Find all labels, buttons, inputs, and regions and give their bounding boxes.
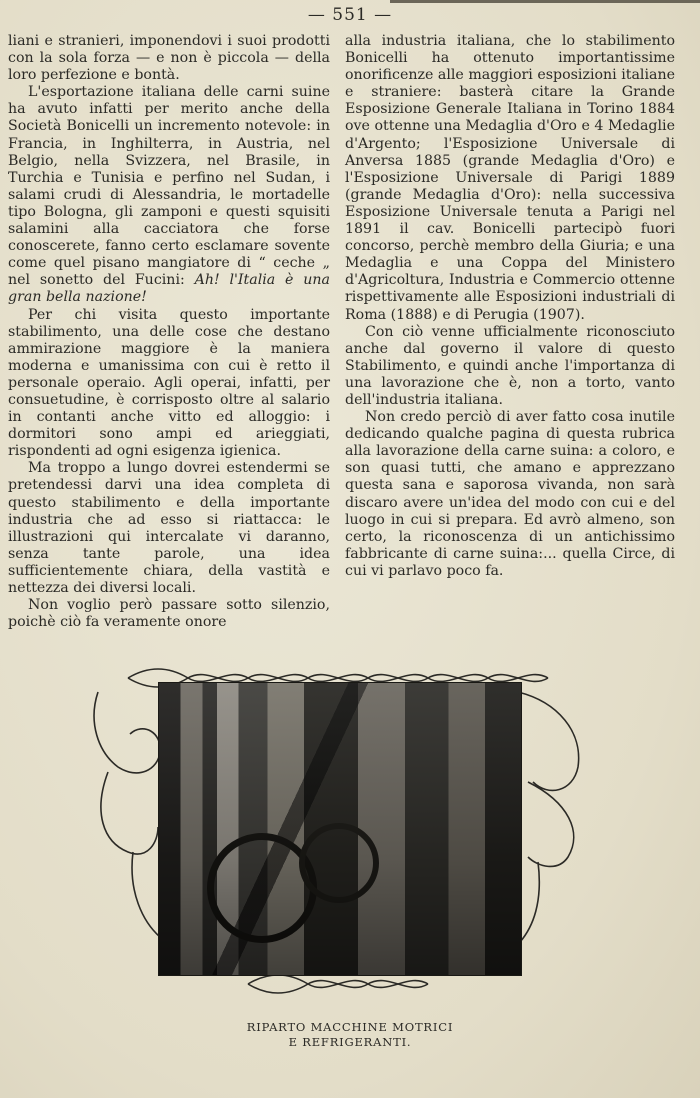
paragraph: alla industria italiana, che lo stabilimento Bonicelli ha ottenuto importantissime onorificenze alle maggiori esposizioni italiane e straniere: basterà citare la Grande Esposizione Generale Italiana in Torino 1884 ove ottenne una Medaglia d'Oro e 4 Medaglie d'Argento; l'Esposizione Universale di Anversa 1885 (grande Medaglia d'Oro) e l'Esposizione Universale di Parigi 1889 (grande Medaglia d'Oro): nella successiva Esposizione Universale tenuta a Parigi nel 1891 il cav. Bonicelli partecipò fuori concorso, perchè membro della Giuria; e una Medaglia e una Coppa del Ministero d'Agricoltura, Industria e Commercio ottenne rispettivamente alle Esposizioni industriali di Roma (1888) e di Perugia (1907). [345, 33, 675, 323]
paragraph: Non voglio però passare sotto silenzio, poichè ciò fa veramente onore [8, 597, 330, 631]
figure-caption-line1: RIPARTO MACCHINE MOTRICI [246, 1020, 454, 1034]
top-rule [390, 0, 700, 3]
paragraph-text: L'esportazione italiana delle carni suine ha avuto infatti per merito anche della Società Bonicelli un incremento notevole: in Francia, in Inghilterra, in Austria, nel Belgio, nella Svizzera, nel Brasile, in Turchia e Tunisia e perfino nel Sudan, i salami crudi di Alessandria, le mortadelle tipo Bologna, gli zamponi e questi squisiti salamini alla cacciatora che forse conoscerete, fanno certo esclamare sovente come quel pisano mangiatore di “ ceche „ nel sonetto del Fucini: [8, 84, 330, 289]
factory-machinery-photo [158, 682, 522, 976]
paragraph: liani e stranieri, imponendovi i suoi prodotti con la sola forza — e non è piccola — della loro perfezione e bontà. [8, 33, 330, 84]
quote-italic: Ah! l'Italia è una gran bella nazione! [8, 272, 330, 306]
figure-caption-line2: E REFRIGERANTI. [288, 1035, 412, 1049]
illustration [88, 662, 590, 1012]
paragraph: Con ciò venne ufficialmente riconosciuto anche dal governo il valore di questo Stabilimento, e quindi anche l'importanza di una lavorazione che è, non a torto, vanto dell'industria italiana. [345, 323, 675, 408]
right-column [345, 33, 675, 580]
photo-shading [159, 683, 521, 975]
paragraph: Per chi visita questo importante stabilimento, una delle cose che destano ammirazione maggiore è la maniera moderna e umanissima con cui è retto il personale operaio. Agli operai, infatti, per consuetudine, è corrisposto oltre al salario in contanti anche vitto ed alloggio: i dormitori sono ampi ed arieggiati, rispondenti ad ogni esigenza igienica. [8, 306, 330, 460]
paragraph: Non credo perciò di aver fatto cosa inutile dedicando qualche pagina di questa rubrica alla lavorazione della carne suina: a coloro, e son quasi tutti, che amano e apprezzano questa sana e saporosa vivanda, non sarà discaro avere un'idea del modo con cui e del luogo in cui si prepara. Ed avrò almeno, son certo, la riconoscenza di un antichissimo fabbricante di carne suina:... quella Circe, di cui vi parlavo poco fa. [345, 409, 675, 579]
left-column [8, 33, 330, 631]
paragraph: Ma troppo a lungo dovrei estendermi se pretendessi darvi una idea completa di questo stabilimento e della importante industria che ad esso si riattacca: le illustrazioni qui intercalate vi daranno, senza tante parole, una idea sufficientemente chiara, della vastità e nettezza dei diversi locali. [8, 460, 330, 596]
page-number: — 551 — [307, 5, 393, 25]
paragraph [8, 84, 330, 306]
